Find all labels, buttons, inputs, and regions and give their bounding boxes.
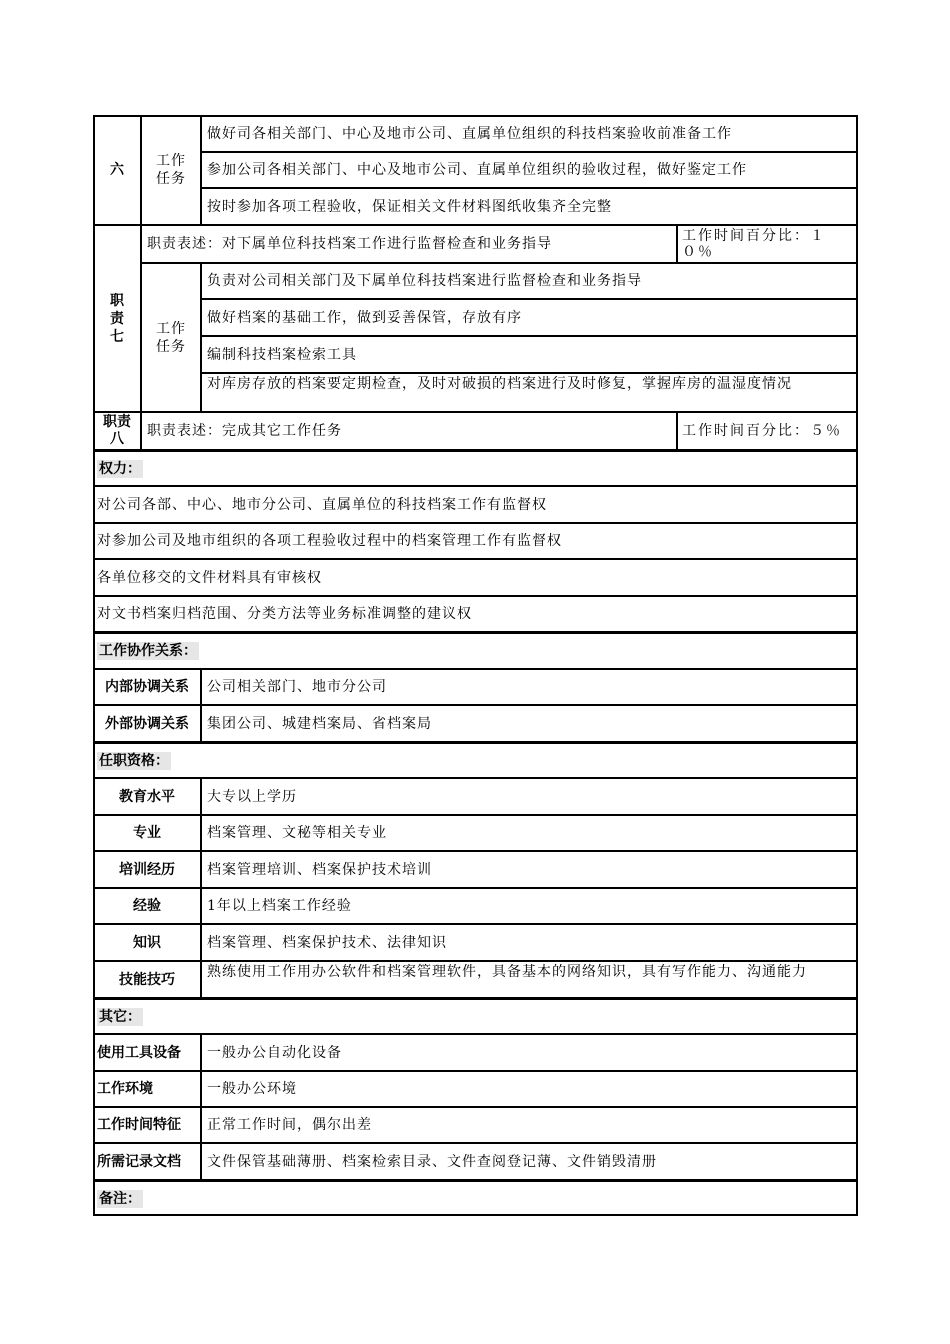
- duty7-description: 职责表述：对下属单位科技档案工作进行监督检查和业务指导: [141, 225, 677, 263]
- other-environment-value: 一般办公环境: [201, 1071, 858, 1107]
- other-environment-label: 工作环境: [93, 1071, 201, 1107]
- duty7-task-3: 编制科技档案检索工具: [201, 336, 858, 373]
- cooperation-internal-label: 内部协调关系: [93, 669, 201, 705]
- cooperation-internal-value: 公司相关部门、地市分公司: [201, 669, 858, 705]
- duty8-time-percent: 工作时间百分比：５％: [677, 412, 858, 450]
- qualification-training-value: 档案管理培训、档案保护技术培训: [201, 851, 858, 888]
- duty8-description: 职责表述：完成其它工作任务: [141, 412, 677, 450]
- cooperation-heading: [93, 632, 858, 669]
- other-tools-label: 使用工具设备: [93, 1034, 201, 1071]
- authority-item-4: 对文书档案归档范围、分类方法等业务标准调整的建议权: [93, 596, 858, 632]
- qualification-skills-label: 技能技巧: [93, 961, 201, 998]
- authority-heading-text: 权力：: [99, 460, 141, 477]
- remarks-heading: [93, 1180, 858, 1216]
- cooperation-external-value: 集团公司、城建档案局、省档案局: [201, 705, 858, 742]
- remarks-heading-text: 备注：: [99, 1190, 141, 1207]
- other-tools-value: 一般办公自动化设备: [201, 1034, 858, 1071]
- authority-item-2: 对参加公司及地市组织的各项工程验收过程中的档案管理工作有监督权: [93, 523, 858, 559]
- qualification-education-value: 大专以上学历: [201, 778, 858, 815]
- qualification-heading-text: 任职资格：: [99, 752, 169, 769]
- duty8-number-text: 职责八: [103, 414, 131, 447]
- qualification-skills-value: 熟练使用工作用办公软件和档案管理软件，具备基本的网络知识，具有写作能力、沟通能力: [201, 961, 858, 998]
- duty6-number: 六: [93, 115, 141, 225]
- duty7-time-percent: 工作时间百分比：１０％: [677, 225, 858, 263]
- qualification-heading: [93, 742, 858, 778]
- duty6-task-3: 按时参加各项工程验收，保证相关文件材料图纸收集齐全完整: [201, 188, 858, 225]
- duty7-task-label: [141, 263, 201, 412]
- qualification-experience-label: 经验: [93, 888, 201, 924]
- authority-item-3: 各单位移交的文件材料具有审核权: [93, 559, 858, 596]
- other-heading-text: 其它：: [99, 1008, 141, 1025]
- duty6-task-label-text: 工作任务: [156, 153, 186, 187]
- duty6-task-1: 做好司各相关部门、中心及地市公司、直属单位组织的科技档案验收前准备工作: [201, 115, 858, 152]
- duty7-task-4: 对库房存放的档案要定期检查，及时对破损的档案进行及时修复，掌握库房的温湿度情况: [201, 373, 858, 412]
- qualification-knowledge-label: 知识: [93, 924, 201, 961]
- qualification-training-label: 培训经历: [93, 851, 201, 888]
- qualification-experience-value: 1年以上档案工作经验: [201, 888, 858, 924]
- cooperation-heading-text: 工作协作关系：: [99, 643, 197, 659]
- qualification-education-label: 教育水平: [93, 778, 201, 815]
- duty7-task-2: 做好档案的基础工作，做到妥善保管，存放有序: [201, 299, 858, 336]
- duty6-task-label: [141, 115, 201, 225]
- other-records-label: 所需记录文档: [93, 1143, 201, 1180]
- qualification-major-label: 专业: [93, 815, 201, 851]
- duty7-task-label-text: 工作任务: [156, 320, 186, 355]
- other-heading: [93, 998, 858, 1034]
- cooperation-external-label: 外部协调关系: [93, 705, 201, 742]
- authority-item-1: 对公司各部、中心、地市分公司、直属单位的科技档案工作有监督权: [93, 486, 858, 523]
- duty8-number: [93, 412, 141, 450]
- duty7-task-1: 负责对公司相关部门及下属单位科技档案进行监督检查和业务指导: [201, 263, 858, 299]
- other-records-value: 文件保管基础薄册、档案检索目录、文件查阅登记薄、文件销毁清册: [201, 1143, 858, 1180]
- duty7-number-text: 职责七: [110, 292, 124, 345]
- authority-heading: [93, 450, 858, 486]
- other-worktime-value: 正常工作时间，偶尔出差: [201, 1107, 858, 1143]
- duty6-task-2: 参加公司各相关部门、中心及地市公司、直属单位组织的验收过程，做好鉴定工作: [201, 152, 858, 188]
- other-worktime-label: 工作时间特征: [93, 1107, 201, 1143]
- qualification-knowledge-value: 档案管理、档案保护技术、法律知识: [201, 924, 858, 961]
- qualification-major-value: 档案管理、文秘等相关专业: [201, 815, 858, 851]
- duty7-number: [93, 225, 141, 412]
